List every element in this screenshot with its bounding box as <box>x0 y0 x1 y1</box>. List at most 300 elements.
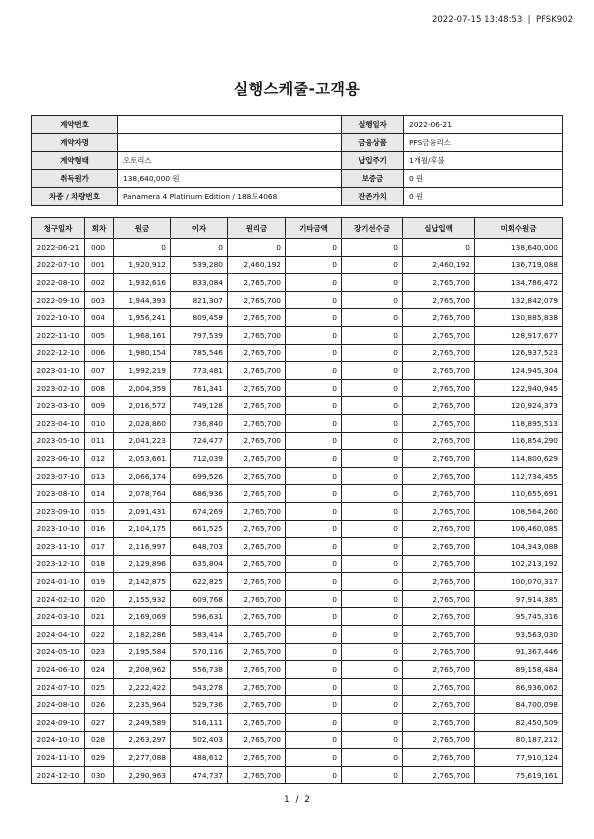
table-cell: 005 <box>85 326 114 344</box>
table-cell: 2,078,764 <box>114 485 171 503</box>
table-cell: 89,158,484 <box>475 661 563 679</box>
table-cell: 000 <box>85 239 114 257</box>
table-row <box>32 538 563 556</box>
info-row <box>32 188 563 206</box>
table-cell: 001 <box>85 256 114 274</box>
payment-schedule-table <box>31 217 563 784</box>
table-cell: 2,765,700 <box>228 344 286 362</box>
table-cell: 0 <box>342 344 403 362</box>
table-cell: 543,278 <box>171 678 228 696</box>
table-cell: 028 <box>85 731 114 749</box>
info-value: Panamera 4 Platinum Edition / 188도4068 <box>118 188 342 206</box>
table-cell: 596,631 <box>171 608 228 626</box>
table-cell: 75,619,161 <box>475 766 563 784</box>
column-header: 미회수원금 <box>475 218 563 239</box>
table-cell: 0 <box>286 397 342 415</box>
info-row <box>32 170 563 188</box>
table-cell: 118,895,513 <box>475 414 563 432</box>
table-cell: 516,111 <box>171 714 228 732</box>
table-cell: 2,765,700 <box>228 766 286 784</box>
table-cell: 0 <box>342 239 403 257</box>
table-cell: 2024-12-10 <box>32 766 85 784</box>
table-cell: 120,924,373 <box>475 397 563 415</box>
table-cell: 2,169,069 <box>114 608 171 626</box>
table-cell: 2,765,700 <box>403 643 475 661</box>
info-value: 0 원 <box>404 188 563 206</box>
table-cell: 809,459 <box>171 309 228 327</box>
table-cell: 2,765,700 <box>403 450 475 468</box>
table-cell: 0 <box>286 450 342 468</box>
info-value: 1개월/후불 <box>404 152 563 170</box>
table-cell: 0 <box>342 608 403 626</box>
table-cell: 2,104,175 <box>114 520 171 538</box>
print-timestamp-header <box>432 15 573 25</box>
table-cell: 0 <box>342 714 403 732</box>
table-cell: 2,041,223 <box>114 432 171 450</box>
table-cell: 77,910,124 <box>475 749 563 767</box>
table-row <box>32 714 563 732</box>
table-cell: 2,765,700 <box>228 291 286 309</box>
table-cell: 0 <box>342 731 403 749</box>
table-cell: 2,765,700 <box>403 661 475 679</box>
table-cell: 0 <box>114 239 171 257</box>
table-cell: 2023-01-10 <box>32 362 85 380</box>
table-cell: 0 <box>342 643 403 661</box>
table-cell: 114,800,629 <box>475 450 563 468</box>
table-cell: 2,765,700 <box>403 502 475 520</box>
table-cell: 2024-07-10 <box>32 678 85 696</box>
table-cell: 2,765,700 <box>228 274 286 292</box>
table-cell: 2,222,422 <box>114 678 171 696</box>
table-cell: 529,736 <box>171 696 228 714</box>
table-cell: 2024-09-10 <box>32 714 85 732</box>
page-indicator <box>0 795 594 805</box>
table-cell: 2022-08-10 <box>32 274 85 292</box>
table-cell: 2,004,359 <box>114 379 171 397</box>
table-cell: 2,765,700 <box>228 397 286 415</box>
table-cell: 2,765,700 <box>228 326 286 344</box>
column-header: 청구일자 <box>32 218 85 239</box>
table-cell: 017 <box>85 538 114 556</box>
table-cell: 0 <box>286 414 342 432</box>
table-cell: 2022-07-10 <box>32 256 85 274</box>
table-cell: 2,765,700 <box>228 573 286 591</box>
table-cell: 0 <box>342 379 403 397</box>
table-cell: 027 <box>85 714 114 732</box>
table-cell: 2,195,584 <box>114 643 171 661</box>
table-cell: 0 <box>342 696 403 714</box>
table-cell: 122,940,945 <box>475 379 563 397</box>
table-cell: 712,039 <box>171 450 228 468</box>
table-cell: 1,956,241 <box>114 309 171 327</box>
table-cell: 112,734,455 <box>475 467 563 485</box>
table-cell: 648,703 <box>171 538 228 556</box>
table-row <box>32 256 563 274</box>
info-label: 계약형태 <box>32 152 118 170</box>
table-cell: 0 <box>342 626 403 644</box>
table-cell: 0 <box>286 239 342 257</box>
table-cell: 1,968,161 <box>114 326 171 344</box>
table-cell: 2,460,192 <box>228 256 286 274</box>
table-cell: 003 <box>85 291 114 309</box>
table-cell: 622,825 <box>171 573 228 591</box>
table-cell: 2023-09-10 <box>32 502 85 520</box>
table-cell: 0 <box>286 502 342 520</box>
table-cell: 0 <box>286 485 342 503</box>
table-cell: 488,612 <box>171 749 228 767</box>
table-cell: 556,738 <box>171 661 228 679</box>
table-cell: 539,280 <box>171 256 228 274</box>
table-cell: 0 <box>286 362 342 380</box>
table-cell: 2023-03-10 <box>32 397 85 415</box>
table-cell: 0 <box>342 678 403 696</box>
table-row <box>32 626 563 644</box>
table-cell: 0 <box>171 239 228 257</box>
table-cell: 2,765,700 <box>403 538 475 556</box>
page-separator: / <box>295 795 299 805</box>
table-row <box>32 274 563 292</box>
table-cell: 008 <box>85 379 114 397</box>
table-cell: 2,765,700 <box>228 749 286 767</box>
table-cell: 0 <box>342 291 403 309</box>
document-title: 실행스케줄-고객용 <box>233 80 361 98</box>
table-row <box>32 766 563 784</box>
table-cell: 2,765,700 <box>403 731 475 749</box>
table-cell: 761,341 <box>171 379 228 397</box>
table-cell: 108,564,260 <box>475 502 563 520</box>
table-cell: 2022-09-10 <box>32 291 85 309</box>
table-cell: 0 <box>286 432 342 450</box>
table-cell: 0 <box>286 696 342 714</box>
table-cell: 2023-12-10 <box>32 555 85 573</box>
table-cell: 2023-10-10 <box>32 520 85 538</box>
table-row <box>32 309 563 327</box>
table-cell: 2022-12-10 <box>32 344 85 362</box>
table-cell: 2022-06-21 <box>32 239 85 257</box>
table-row <box>32 379 563 397</box>
table-cell: 2024-10-10 <box>32 731 85 749</box>
table-cell: 0 <box>286 661 342 679</box>
table-cell: 833,084 <box>171 274 228 292</box>
table-cell: 0 <box>342 485 403 503</box>
table-cell: 95,745,316 <box>475 608 563 626</box>
info-row <box>32 134 563 152</box>
table-row <box>32 485 563 503</box>
table-cell: 0 <box>342 450 403 468</box>
table-cell: 0 <box>286 326 342 344</box>
column-header: 회차 <box>85 218 114 239</box>
table-cell: 2024-01-10 <box>32 573 85 591</box>
table-cell: 2,765,700 <box>228 590 286 608</box>
table-cell: 2024-03-10 <box>32 608 85 626</box>
table-cell: 749,128 <box>171 397 228 415</box>
page-current: 1 <box>284 795 290 805</box>
page-total: 2 <box>304 795 310 805</box>
table-cell: 2,765,700 <box>228 696 286 714</box>
table-cell: 86,936,062 <box>475 678 563 696</box>
table-cell: 2,765,700 <box>403 678 475 696</box>
info-row <box>32 116 563 134</box>
table-cell: 2022-10-10 <box>32 309 85 327</box>
table-cell: 2,765,700 <box>403 414 475 432</box>
table-cell: 2023-08-10 <box>32 485 85 503</box>
column-header: 기타금액 <box>286 218 342 239</box>
table-cell: 2,765,700 <box>228 362 286 380</box>
table-cell: 2,765,700 <box>403 626 475 644</box>
table-cell: 130,885,838 <box>475 309 563 327</box>
table-cell: 006 <box>85 344 114 362</box>
table-row <box>32 432 563 450</box>
info-label: 보증금 <box>342 170 404 188</box>
table-cell: 126,937,523 <box>475 344 563 362</box>
table-cell: 023 <box>85 643 114 661</box>
table-cell: 0 <box>286 291 342 309</box>
table-cell: 583,414 <box>171 626 228 644</box>
table-cell: 2023-04-10 <box>32 414 85 432</box>
table-cell: 2,290,963 <box>114 766 171 784</box>
table-cell: 2022-11-10 <box>32 326 85 344</box>
table-cell: 80,187,212 <box>475 731 563 749</box>
table-cell: 2,277,088 <box>114 749 171 767</box>
table-row <box>32 731 563 749</box>
table-cell: 0 <box>286 714 342 732</box>
table-cell: 2023-11-10 <box>32 538 85 556</box>
column-header: 원금 <box>114 218 171 239</box>
table-row <box>32 678 563 696</box>
table-cell: 635,804 <box>171 555 228 573</box>
info-value: 2022-06-21 <box>404 116 563 134</box>
table-cell: 773,481 <box>171 362 228 380</box>
table-cell: 2,765,700 <box>403 749 475 767</box>
table-cell: 0 <box>342 520 403 538</box>
table-cell: 0 <box>286 590 342 608</box>
table-cell: 2,765,700 <box>403 274 475 292</box>
table-row <box>32 696 563 714</box>
table-cell: 797,539 <box>171 326 228 344</box>
table-cell: 124,945,304 <box>475 362 563 380</box>
table-cell: 0 <box>342 661 403 679</box>
schedule-header-row <box>32 218 563 239</box>
table-cell: 2,765,700 <box>228 608 286 626</box>
table-cell: 0 <box>342 274 403 292</box>
table-cell: 0 <box>286 555 342 573</box>
table-cell: 2,765,700 <box>403 766 475 784</box>
table-cell: 570,116 <box>171 643 228 661</box>
table-cell: 2,765,700 <box>403 555 475 573</box>
column-header: 장기선수금 <box>342 218 403 239</box>
table-cell: 1,992,219 <box>114 362 171 380</box>
table-cell: 699,526 <box>171 467 228 485</box>
table-cell: 2,460,192 <box>403 256 475 274</box>
table-cell: 724,477 <box>171 432 228 450</box>
table-row <box>32 467 563 485</box>
table-cell: 2,765,700 <box>403 714 475 732</box>
table-cell: 116,854,290 <box>475 432 563 450</box>
table-cell: 0 <box>286 379 342 397</box>
table-cell: 2,028,860 <box>114 414 171 432</box>
table-row <box>32 502 563 520</box>
table-cell: 2,765,700 <box>403 432 475 450</box>
table-cell: 102,213,192 <box>475 555 563 573</box>
table-cell: 0 <box>286 520 342 538</box>
table-cell: 1,920,912 <box>114 256 171 274</box>
table-cell: 0 <box>342 555 403 573</box>
table-cell: 0 <box>286 274 342 292</box>
table-cell: 106,460,085 <box>475 520 563 538</box>
table-row <box>32 555 563 573</box>
table-cell: 2,765,700 <box>228 731 286 749</box>
table-cell: 007 <box>85 362 114 380</box>
table-cell: 0 <box>286 626 342 644</box>
table-row <box>32 397 563 415</box>
table-cell: 0 <box>286 573 342 591</box>
table-cell: 020 <box>85 590 114 608</box>
report-code: PFSK902 <box>535 15 573 25</box>
table-cell: 0 <box>342 432 403 450</box>
table-cell: 2,182,286 <box>114 626 171 644</box>
table-cell: 004 <box>85 309 114 327</box>
table-cell: 018 <box>85 555 114 573</box>
table-cell: 2,091,431 <box>114 502 171 520</box>
table-cell: 2,016,572 <box>114 397 171 415</box>
table-cell: 2,765,700 <box>403 696 475 714</box>
table-cell: 0 <box>342 766 403 784</box>
table-cell: 2,765,700 <box>403 573 475 591</box>
table-cell: 009 <box>85 397 114 415</box>
table-cell: 0 <box>286 344 342 362</box>
table-cell: 2,765,700 <box>403 309 475 327</box>
table-cell: 91,367,446 <box>475 643 563 661</box>
header-separator: | <box>527 15 531 25</box>
table-cell: 0 <box>342 467 403 485</box>
table-cell: 2024-05-10 <box>32 643 85 661</box>
table-cell: 0 <box>286 538 342 556</box>
table-cell: 2,129,896 <box>114 555 171 573</box>
table-cell: 025 <box>85 678 114 696</box>
table-cell: 97,914,385 <box>475 590 563 608</box>
table-cell: 2,765,700 <box>228 414 286 432</box>
info-value: 0 원 <box>404 170 563 188</box>
table-cell: 1,932,616 <box>114 274 171 292</box>
table-cell: 2,765,700 <box>228 626 286 644</box>
table-cell: 2024-04-10 <box>32 626 85 644</box>
table-cell: 2,765,700 <box>228 538 286 556</box>
table-cell: 022 <box>85 626 114 644</box>
table-row <box>32 239 563 257</box>
table-row <box>32 326 563 344</box>
table-cell: 015 <box>85 502 114 520</box>
table-cell: 2,765,700 <box>403 590 475 608</box>
contract-info-table <box>31 115 563 206</box>
table-cell: 2,765,700 <box>228 502 286 520</box>
table-cell: 2,765,700 <box>403 362 475 380</box>
info-label: 취득원가 <box>32 170 118 188</box>
table-cell: 2024-11-10 <box>32 749 85 767</box>
table-cell: 0 <box>286 678 342 696</box>
table-cell: 0 <box>342 749 403 767</box>
table-cell: 011 <box>85 432 114 450</box>
table-cell: 0 <box>342 590 403 608</box>
table-cell: 2023-02-10 <box>32 379 85 397</box>
table-cell: 502,403 <box>171 731 228 749</box>
table-cell: 0 <box>228 239 286 257</box>
table-cell: 674,269 <box>171 502 228 520</box>
table-cell: 2,208,962 <box>114 661 171 679</box>
table-row <box>32 590 563 608</box>
table-cell: 0 <box>286 749 342 767</box>
table-row <box>32 573 563 591</box>
table-cell: 0 <box>286 256 342 274</box>
table-cell: 2,155,932 <box>114 590 171 608</box>
table-cell: 0 <box>342 326 403 344</box>
table-cell: 2,263,297 <box>114 731 171 749</box>
info-label: 실행일자 <box>342 116 404 134</box>
table-row <box>32 450 563 468</box>
table-cell: 019 <box>85 573 114 591</box>
table-cell: 0 <box>342 362 403 380</box>
info-value: 오토리스 <box>118 152 342 170</box>
table-cell: 2,765,700 <box>403 520 475 538</box>
table-cell: 0 <box>286 608 342 626</box>
table-row <box>32 344 563 362</box>
table-cell: 002 <box>85 274 114 292</box>
table-cell: 2023-06-10 <box>32 450 85 468</box>
table-cell: 2,142,875 <box>114 573 171 591</box>
table-cell: 0 <box>342 256 403 274</box>
table-cell: 2,765,700 <box>403 397 475 415</box>
table-row <box>32 643 563 661</box>
table-cell: 0 <box>403 239 475 257</box>
table-cell: 029 <box>85 749 114 767</box>
table-cell: 821,307 <box>171 291 228 309</box>
table-cell: 2,765,700 <box>228 714 286 732</box>
table-cell: 0 <box>286 766 342 784</box>
table-cell: 2,765,700 <box>403 326 475 344</box>
table-cell: 2,765,700 <box>403 291 475 309</box>
table-cell: 0 <box>342 414 403 432</box>
table-cell: 2,765,700 <box>228 678 286 696</box>
table-cell: 2023-07-10 <box>32 467 85 485</box>
table-cell: 2,765,700 <box>228 520 286 538</box>
table-row <box>32 414 563 432</box>
info-row <box>32 152 563 170</box>
table-cell: 0 <box>342 573 403 591</box>
table-cell: 0 <box>286 309 342 327</box>
table-cell: 0 <box>342 538 403 556</box>
table-cell: 0 <box>286 731 342 749</box>
table-cell: 0 <box>342 502 403 520</box>
info-label: 계약자명 <box>32 134 118 152</box>
table-cell: 132,842,079 <box>475 291 563 309</box>
table-cell: 2,765,700 <box>403 379 475 397</box>
table-row <box>32 362 563 380</box>
table-cell: 2,053,661 <box>114 450 171 468</box>
table-cell: 2024-02-10 <box>32 590 85 608</box>
table-row <box>32 291 563 309</box>
info-label: 계약번호 <box>32 116 118 134</box>
table-cell: 030 <box>85 766 114 784</box>
table-cell: 128,917,677 <box>475 326 563 344</box>
table-cell: 100,070,317 <box>475 573 563 591</box>
info-value: 138,640,000 원 <box>118 170 342 188</box>
table-cell: 2,765,700 <box>228 661 286 679</box>
table-cell: 84,700,098 <box>475 696 563 714</box>
table-cell: 661,525 <box>171 520 228 538</box>
table-cell: 013 <box>85 467 114 485</box>
table-cell: 2,765,700 <box>228 643 286 661</box>
info-label: 잔존가치 <box>342 188 404 206</box>
info-value <box>118 134 342 152</box>
